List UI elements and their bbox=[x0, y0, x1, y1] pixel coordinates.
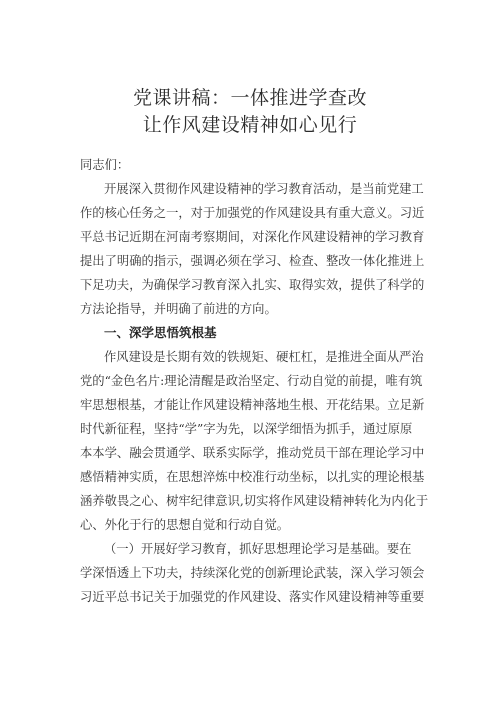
greeting: 同志们： bbox=[80, 158, 130, 172]
text-line: 习近平总书记关于加强党的作风建设、落实作风建设精神等重要 bbox=[80, 590, 425, 604]
text-line: 作风建设是长期有效的铁规矩、硬杠杠，是推进全面从严治 bbox=[104, 350, 424, 364]
text-line: 平总书记近期在河南考察期间，对深化作风建设精神的学习教育 bbox=[80, 230, 425, 244]
text-line: 党的“金色名片:理论清醒是政治坚定、行动自觉的前提，唯有筑 bbox=[80, 374, 423, 388]
text-line: 提出了明确的指示，强调必须在学习、检查、整改一体化推进上 bbox=[80, 254, 425, 268]
text-line: 涵养敬畏之心、树牢纪律意识,切实将作风建设精神转化为内化于 bbox=[80, 494, 429, 508]
text-line: 心、外化于行的思想自觉和行动自觉。 bbox=[80, 518, 290, 532]
section-heading: 一、深学思悟筑根基 bbox=[104, 325, 217, 340]
text-line: 学深悟透上下功夫，持续深化党的创新理论武装，深入学习领会 bbox=[80, 566, 425, 580]
text-line: 作的核心任务之一，对于加强党的作风建设具有重大意义。习近 bbox=[80, 206, 425, 220]
text-line: 时代新征程，坚持“学”字为先，以深学细悟为抓手，通过原原 bbox=[80, 422, 413, 436]
text-line: 本本学、融会贯通学、联系实际学，推动党员干部在理论学习中 bbox=[80, 446, 425, 460]
text-line: 方法论指导，并明确了前进的方向。 bbox=[80, 302, 277, 316]
text-line: （一）开展好学习教育，抓好思想理论学习是基础。要在 bbox=[104, 542, 412, 556]
document-body bbox=[80, 153, 440, 609]
text-line: 下足功夫，为确保学习教育深入扎实、取得实效，提供了科学的 bbox=[80, 278, 425, 292]
text-line: 感悟精神实质，在思想淬炼中校准行动坐标，以扎实的理论根基 bbox=[80, 470, 425, 484]
text-line: 开展深入贯彻作风建设精神的学习教育活动，是当前党建工 bbox=[104, 182, 424, 196]
document-title-line-1: 党课讲稿：一体推进学查改 bbox=[132, 87, 367, 109]
text-line: 牢思想根基，才能让作风建设精神落地生根、开花结果。立足新 bbox=[80, 398, 425, 412]
document-title-line-2: 让作风建设精神如心见行 bbox=[142, 114, 358, 136]
paragraph-lines bbox=[80, 177, 440, 609]
